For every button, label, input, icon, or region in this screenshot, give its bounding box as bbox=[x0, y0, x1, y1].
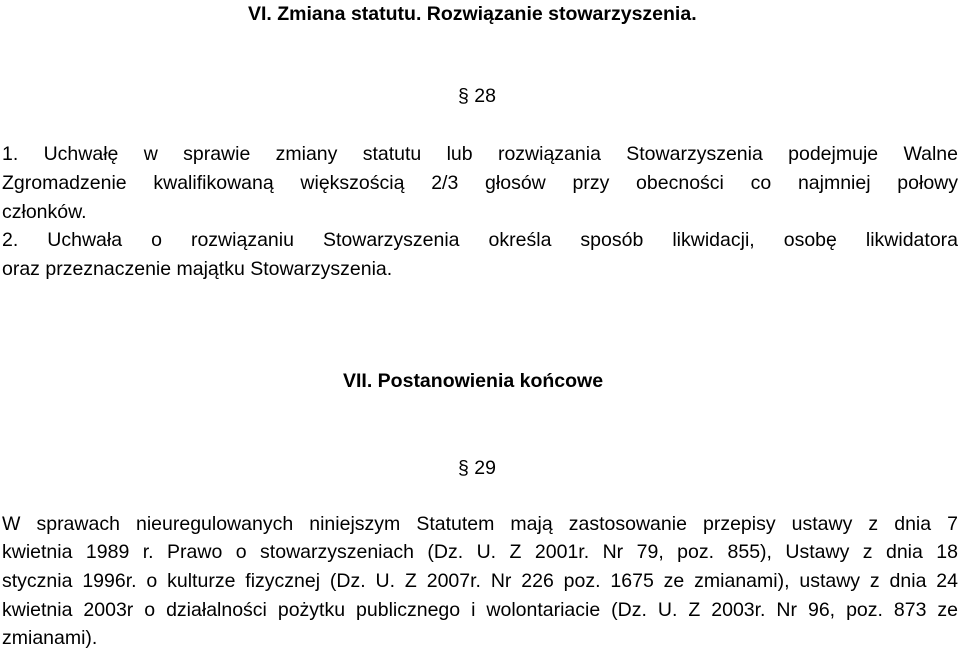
section-6-line-5: oraz przeznaczenie majątku Stowarzyszenia. bbox=[2, 258, 393, 280]
section-7-heading: VII. Postanowienia końcowe bbox=[343, 370, 604, 392]
paragraph-28-sign: § 28 bbox=[458, 85, 496, 107]
section-7-line-5: zmianami). bbox=[2, 627, 98, 649]
section-6-line-2: Zgromadzenie kwalifikowaną większością 2/3 głosów przy obecności co najmniej połowy bbox=[2, 172, 958, 194]
section-6-line-1: 1. Uchwałę w sprawie zmiany statutu lub rozwiązania Stowarzyszenia podejmuje Walne bbox=[2, 143, 958, 165]
section-7-line-2: kwietnia 1989 r. Prawo o stowarzyszeniach (Dz. U. Z 2001r. Nr 79, poz. 855), Ustawy z dnia 18 bbox=[2, 541, 958, 563]
section-7-line-4: kwietnia 2003r o działalności pożytku publicznego i wolontariacie (Dz. U. Z 2003r. Nr 96, poz. 873 ze bbox=[2, 599, 958, 621]
section-7-line-3: stycznia 1996r. o kulturze fizycznej (Dz. U. Z 2007r. Nr 226 poz. 1675 ze zmianami), ustawy z dnia 24 bbox=[2, 570, 958, 592]
section-6-heading: VI. Zmiana statutu. Rozwiązanie stowarzyszenia. bbox=[248, 3, 697, 25]
section-6-line-4: 2. Uchwała o rozwiązaniu Stowarzyszenia określa sposób likwidacji, osobę likwidatora bbox=[2, 229, 958, 251]
paragraph-29-sign: § 29 bbox=[458, 457, 496, 479]
section-6-line-3: członków. bbox=[2, 201, 87, 223]
section-7-line-1: W sprawach nieuregulowanych niniejszym Statutem mają zastosowanie przepisy ustawy z dnia 7 bbox=[2, 513, 958, 535]
